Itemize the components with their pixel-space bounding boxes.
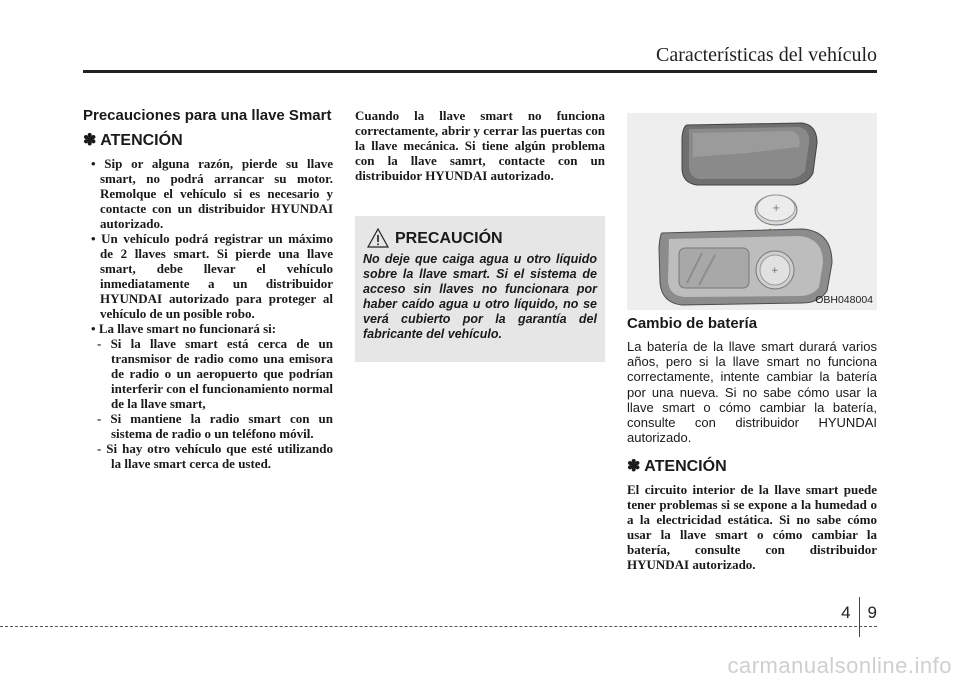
- list-item: • Un vehículo podrá registrar un máximo de 2 llaves smart. Si pierde una llave smart, debe llevar el vehículo inmediatamente a un distribuidor HYUNDAI autorizado para proteger al vehículo de un posible robo.: [83, 231, 333, 321]
- sub-list-item: - Si hay otro vehículo que esté utilizando la llave smart cerca de usted.: [92, 441, 333, 471]
- attention-heading-1: ✽ ATENCIÓN: [83, 132, 183, 149]
- watermark: carmanualsonline.info: [727, 653, 952, 678]
- section-title-battery: Cambio de batería: [627, 315, 758, 332]
- header-rule: [83, 70, 877, 73]
- svg-text:+: +: [772, 203, 781, 214]
- column-2: [355, 108, 605, 183]
- header-title: Características del vehículo: [655, 44, 877, 66]
- column-1: [83, 108, 333, 471]
- figure-code: OBH048004: [815, 294, 873, 306]
- smart-key-battery-illustration: [627, 113, 877, 310]
- attention-text-2: El circuito interior de la llave smart puede tener problemas si se expone a la humedad o a la electricidad estática. Si no sabe cómo usar la llave smart o cómo cambiar la batería, consulte con distribuidor HYUNDAI autorizado.: [627, 482, 877, 572]
- list-item: • La llave smart no funcionará si:: [83, 321, 333, 336]
- caution-text: No deje que caiga agua u otro líquido sobre la llave smart. Si el sistema de acceso sin llaves no funcionara por haber caído agua u otro líquido, no se verá cubierto por la garantía del fabricante del vehículo.: [363, 252, 597, 341]
- footer-dashed-rule: [0, 626, 877, 627]
- svg-text:+: +: [771, 266, 779, 276]
- mechanical-key-paragraph: Cuando la llave smart no funciona correctamente, abrir y cerrar las puertas con la llave mecánica. Si tiene algún problema con la llave samrt, contacte con un distribuidor HYUNDAI autorizado.: [355, 108, 605, 183]
- conditions-sublist: [83, 336, 333, 471]
- precautions-list: [83, 156, 333, 336]
- warning-triangle-icon: [367, 228, 389, 248]
- page-number-value: 9: [867, 603, 877, 622]
- sub-list-item: - Si mantiene la radio smart con un sistema de radio o un teléfono móvil.: [92, 411, 333, 441]
- battery-change-section: [627, 316, 877, 445]
- battery-paragraph: La batería de la llave smart durará varios años, pero si la llave smart no funciona correctamente, intente cambiar la batería por una nueva. Si no sabe cómo usar la llave smart o cómo cambiar la batería, consulte con distribuidor HYUNDAI autorizado.: [627, 339, 877, 446]
- chapter-number: 4: [841, 603, 851, 622]
- caution-header: [367, 228, 503, 248]
- caution-title: PRECAUCIÓN: [395, 230, 503, 247]
- attention-heading-2: ✽ ATENCIÓN: [627, 458, 727, 475]
- caution-box: [355, 216, 605, 362]
- sub-list-item: - Si la llave smart está cerca de un transmisor de radio como una emisora de radio o un aeropuerto que podrían interferir con el funcionamiento normal de la llave smart,: [92, 336, 333, 411]
- page-number-divider: [859, 597, 860, 637]
- page-number: [841, 603, 877, 637]
- battery-figure: [627, 113, 877, 310]
- section-title-precautions: Precauciones para una llave Smart: [83, 107, 332, 124]
- attention-section-2: [627, 458, 877, 572]
- list-item: • Sip or alguna razón, pierde su llave smart, no podrá arrancar su motor. Remolque el vehículo si es necesario y contacte con un distribuidor HYUNDAI autorizado.: [83, 156, 333, 231]
